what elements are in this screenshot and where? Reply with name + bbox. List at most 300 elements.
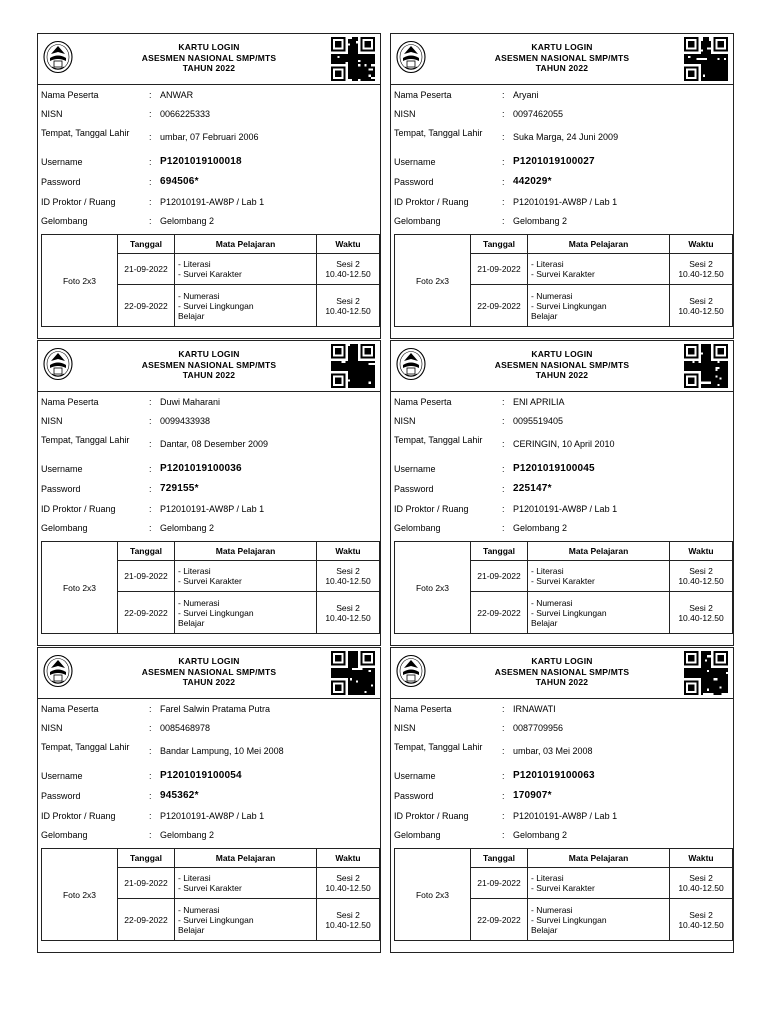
card-title-line: ASESMEN NASIONAL SMP/MTS: [141, 359, 277, 370]
photo-placeholder: Foto 2x3: [395, 542, 471, 634]
info-row-username: [394, 771, 729, 789]
time-line: 10.40-12.50: [325, 576, 371, 586]
time-line: Sesi 2: [689, 295, 713, 306]
time-line: 10.40-12.50: [678, 883, 724, 893]
card-title-line: ASESMEN NASIONAL SMP/MTS: [494, 666, 630, 677]
schedule-subjects: [528, 868, 670, 899]
column-header: Waktu: [317, 849, 380, 868]
field-value-nisn: 0085468978: [160, 723, 211, 733]
info-row-nama: [41, 90, 376, 108]
field-value-gelombang: Gelombang 2: [160, 523, 215, 533]
field-value-nisn: 0087709956: [513, 723, 564, 733]
schedule-date: 21-09-2022: [471, 561, 528, 592]
field-value-gelombang: Gelombang 2: [513, 523, 568, 533]
colon-separator: :: [502, 416, 505, 426]
colon-separator: :: [149, 830, 152, 840]
subject-line: - Survei Lingkungan: [531, 914, 607, 925]
schedule-header-row: [42, 235, 380, 254]
info-row-tempat: [41, 128, 376, 150]
schedule-time: [317, 899, 380, 941]
field-value-nama: ENI APRILIA: [513, 397, 565, 407]
info-row-tempat: [394, 128, 729, 150]
schedule-subjects: [175, 592, 317, 634]
qr-code-icon: [684, 651, 728, 695]
field-value-nama: Farel Salwin Pratama Putra: [160, 704, 271, 714]
field-label-gelombang: Gelombang: [394, 830, 441, 840]
schedule-time: [317, 868, 380, 899]
field-value-username: P1201019100063: [513, 770, 595, 781]
column-header: Waktu: [670, 542, 733, 561]
colon-separator: :: [149, 504, 152, 514]
field-value-password: 442029*: [513, 176, 552, 187]
column-header: Mata Pelajaran: [528, 542, 670, 561]
field-label-password: Password: [394, 484, 434, 494]
info-row-gelombang: [41, 523, 376, 541]
subject-line: - Literasi: [178, 566, 211, 576]
field-value-nama: ANWAR: [160, 90, 194, 100]
time-line: Sesi 2: [689, 873, 713, 883]
schedule-date: 21-09-2022: [118, 254, 175, 285]
schedule-time: [670, 285, 733, 327]
schedule-header-row: [395, 542, 733, 561]
card-header: [38, 648, 380, 699]
schedule-subjects: [175, 899, 317, 941]
field-value-proktor: P12010191-AW8P / Lab 1: [513, 197, 618, 207]
photo-placeholder: Foto 2x3: [42, 542, 118, 634]
subject-line: - Literasi: [178, 259, 211, 269]
qr-code: [684, 37, 728, 81]
field-value-tempat: Dantar, 08 Desember 2009: [160, 439, 269, 449]
colon-separator: :: [502, 746, 505, 756]
card-title-line: ASESMEN NASIONAL SMP/MTS: [141, 52, 277, 63]
info-row-username: [41, 771, 376, 789]
colon-separator: :: [502, 132, 505, 142]
subject-line: - Literasi: [531, 873, 564, 883]
time-line: 10.40-12.50: [325, 919, 371, 930]
time-line: Sesi 2: [336, 602, 360, 613]
column-header: Tanggal: [471, 235, 528, 254]
card-title-line: TAHUN 2022: [182, 370, 236, 380]
card-title: [98, 42, 320, 74]
column-header: Mata Pelajaran: [528, 849, 670, 868]
field-label-username: Username: [41, 771, 83, 781]
subject-line: - Literasi: [531, 566, 564, 576]
info-row-tempat: [41, 742, 376, 764]
field-value-tempat: CERINGIN, 10 April 2010: [513, 439, 615, 449]
time-line: Sesi 2: [689, 566, 713, 576]
schedule-header-row: [42, 542, 380, 561]
field-label-password: Password: [41, 791, 81, 801]
schedule-time: [670, 592, 733, 634]
card-title-line: TAHUN 2022: [182, 677, 236, 687]
subject-line: - Survei Lingkungan: [531, 607, 607, 618]
subject-line: Belajar: [178, 310, 205, 321]
info-row-proktor: [41, 811, 376, 829]
colon-separator: :: [149, 439, 152, 449]
time-line: Sesi 2: [336, 873, 360, 883]
schedule-table: [41, 234, 380, 327]
colon-separator: :: [502, 397, 505, 407]
field-value-password: 945362*: [160, 790, 199, 801]
qr-code: [684, 651, 728, 695]
field-value-gelombang: Gelombang 2: [513, 830, 568, 840]
photo-placeholder: Foto 2x3: [395, 235, 471, 327]
schedule-date: 22-09-2022: [471, 899, 528, 941]
photo-placeholder: Foto 2x3: [42, 235, 118, 327]
colon-separator: :: [502, 90, 505, 100]
schedule-date: 22-09-2022: [118, 592, 175, 634]
colon-separator: :: [149, 464, 152, 474]
field-label-password: Password: [394, 177, 434, 187]
card-title: [451, 349, 673, 381]
subject-line: Belajar: [178, 924, 205, 935]
info-row-password: [394, 791, 729, 809]
card-title-line: ASESMEN NASIONAL SMP/MTS: [494, 52, 630, 63]
subject-line: Belajar: [178, 617, 205, 628]
schedule-subjects: [528, 254, 670, 285]
info-row-username: [394, 157, 729, 175]
logo: [396, 40, 426, 74]
schedule-time: [317, 561, 380, 592]
field-label-proktor: ID Proktor / Ruang: [394, 504, 469, 514]
colon-separator: :: [502, 464, 505, 474]
qr-code-icon: [331, 651, 375, 695]
photo-placeholder: Foto 2x3: [42, 849, 118, 941]
time-line: Sesi 2: [689, 909, 713, 920]
column-header: Mata Pelajaran: [175, 542, 317, 561]
colon-separator: :: [502, 771, 505, 781]
column-header: Mata Pelajaran: [175, 235, 317, 254]
field-label-nama: Nama Peserta: [41, 397, 99, 407]
colon-separator: :: [149, 132, 152, 142]
time-line: 10.40-12.50: [678, 305, 724, 316]
time-line: Sesi 2: [336, 295, 360, 306]
colon-separator: :: [149, 811, 152, 821]
subject-line: - Survei Lingkungan: [531, 300, 607, 311]
schedule-time: [670, 899, 733, 941]
card-title-line: TAHUN 2022: [182, 63, 236, 73]
card-title-line: KARTU LOGIN: [531, 42, 593, 52]
field-label-tempat: Tempat, Tanggal Lahir: [41, 435, 130, 445]
column-header: Tanggal: [471, 542, 528, 561]
field-label-nisn: NISN: [394, 416, 416, 426]
schedule-subjects: [175, 285, 317, 327]
schedule-header-row: [395, 235, 733, 254]
qr-code: [331, 344, 375, 388]
login-card: [390, 33, 734, 339]
colon-separator: :: [149, 791, 152, 801]
info-row-nama: [394, 90, 729, 108]
time-line: 10.40-12.50: [678, 919, 724, 930]
field-label-nisn: NISN: [41, 109, 63, 119]
info-row-nama: [394, 704, 729, 722]
field-label-tempat: Tempat, Tanggal Lahir: [394, 128, 483, 138]
subject-line: - Numerasi: [178, 597, 220, 608]
field-value-tempat: umbar, 07 Februari 2006: [160, 132, 259, 142]
schedule-table: [394, 541, 733, 634]
field-label-nisn: NISN: [41, 723, 63, 733]
field-label-username: Username: [41, 157, 83, 167]
field-label-proktor: ID Proktor / Ruang: [41, 811, 116, 821]
subject-line: - Numerasi: [178, 904, 220, 915]
column-header: Tanggal: [118, 849, 175, 868]
schedule-subjects: [528, 285, 670, 327]
info-row-password: [41, 177, 376, 195]
schedule-table: [41, 541, 380, 634]
schedule-date: 21-09-2022: [471, 868, 528, 899]
field-label-nisn: NISN: [394, 109, 416, 119]
subject-line: - Survei Lingkungan: [178, 300, 254, 311]
colon-separator: :: [149, 484, 152, 494]
colon-separator: :: [149, 197, 152, 207]
column-header: Waktu: [317, 235, 380, 254]
schedule-date: 22-09-2022: [471, 285, 528, 327]
card-title: [451, 656, 673, 688]
info-row-gelombang: [41, 216, 376, 234]
schedule-time: [670, 561, 733, 592]
colon-separator: :: [502, 439, 505, 449]
field-value-nisn: 0097462055: [513, 109, 564, 119]
field-label-nama: Nama Peserta: [394, 704, 452, 714]
subject-line: - Survei Karakter: [531, 269, 595, 279]
info-row-gelombang: [394, 523, 729, 541]
time-line: Sesi 2: [689, 602, 713, 613]
schedule-date: 21-09-2022: [118, 561, 175, 592]
column-header: Waktu: [317, 542, 380, 561]
colon-separator: :: [502, 216, 505, 226]
info-row-tempat: [41, 435, 376, 457]
card-title: [98, 349, 320, 381]
field-value-password: 170907*: [513, 790, 552, 801]
qr-code-icon: [684, 344, 728, 388]
photo-placeholder: Foto 2x3: [395, 849, 471, 941]
schedule-date: 22-09-2022: [118, 899, 175, 941]
schedule-date: 21-09-2022: [118, 868, 175, 899]
field-value-nisn: 0066225333: [160, 109, 211, 119]
time-line: 10.40-12.50: [678, 612, 724, 623]
subject-line: - Survei Lingkungan: [178, 914, 254, 925]
field-label-password: Password: [394, 791, 434, 801]
info-row-nisn: [394, 723, 729, 741]
schedule-subjects: [528, 561, 670, 592]
info-row-username: [394, 464, 729, 482]
field-label-gelombang: Gelombang: [41, 830, 88, 840]
subject-line: - Numerasi: [531, 597, 573, 608]
field-label-password: Password: [41, 484, 81, 494]
time-line: Sesi 2: [336, 566, 360, 576]
colon-separator: :: [149, 397, 152, 407]
qr-code: [331, 37, 375, 81]
colon-separator: :: [149, 157, 152, 167]
schedule-date: 21-09-2022: [471, 254, 528, 285]
card-title-line: TAHUN 2022: [535, 677, 589, 687]
tut-wuri-handayani-logo-icon: [43, 654, 73, 688]
subject-line: - Survei Karakter: [178, 883, 242, 893]
schedule-time: [317, 592, 380, 634]
field-value-username: P1201019100045: [513, 463, 595, 474]
info-row-nama: [394, 397, 729, 415]
field-label-username: Username: [394, 464, 436, 474]
column-header: Waktu: [670, 235, 733, 254]
field-value-proktor: P12010191-AW8P / Lab 1: [513, 811, 618, 821]
time-line: Sesi 2: [689, 259, 713, 269]
logo: [396, 654, 426, 688]
subject-line: Belajar: [531, 310, 558, 321]
card-title-line: KARTU LOGIN: [531, 349, 593, 359]
field-value-proktor: P12010191-AW8P / Lab 1: [513, 504, 618, 514]
field-value-username: P1201019100027: [513, 156, 595, 167]
qr-code: [331, 651, 375, 695]
field-value-nama: IRNAWATI: [513, 704, 556, 714]
info-row-tempat: [394, 742, 729, 764]
colon-separator: :: [149, 723, 152, 733]
card-title-line: ASESMEN NASIONAL SMP/MTS: [494, 359, 630, 370]
colon-separator: :: [149, 771, 152, 781]
colon-separator: :: [502, 791, 505, 801]
field-value-username: P1201019100018: [160, 156, 242, 167]
info-row-nisn: [41, 109, 376, 127]
info-row-proktor: [394, 811, 729, 829]
info-row-proktor: [394, 197, 729, 215]
field-label-nama: Nama Peserta: [41, 90, 99, 100]
subject-line: - Survei Lingkungan: [178, 607, 254, 618]
login-card: [390, 340, 734, 646]
colon-separator: :: [502, 811, 505, 821]
time-line: Sesi 2: [336, 909, 360, 920]
card-header: [38, 341, 380, 392]
logo: [396, 347, 426, 381]
schedule-subjects: [175, 868, 317, 899]
field-value-password: 694506*: [160, 176, 199, 187]
qr-code-icon: [331, 37, 375, 81]
schedule-header-row: [42, 849, 380, 868]
schedule-time: [317, 254, 380, 285]
colon-separator: :: [149, 177, 152, 187]
field-label-proktor: ID Proktor / Ruang: [41, 504, 116, 514]
schedule-subjects: [528, 592, 670, 634]
field-label-username: Username: [394, 157, 436, 167]
colon-separator: :: [149, 746, 152, 756]
field-label-nama: Nama Peserta: [41, 704, 99, 714]
field-label-username: Username: [394, 771, 436, 781]
info-row-nama: [41, 397, 376, 415]
card-title-line: ASESMEN NASIONAL SMP/MTS: [141, 666, 277, 677]
logo: [43, 347, 73, 381]
time-line: 10.40-12.50: [325, 883, 371, 893]
field-value-proktor: P12010191-AW8P / Lab 1: [160, 811, 265, 821]
info-row-nama: [41, 704, 376, 722]
qr-code-icon: [331, 344, 375, 388]
field-label-nama: Nama Peserta: [394, 90, 452, 100]
schedule-subjects: [175, 254, 317, 285]
card-title-line: KARTU LOGIN: [531, 656, 593, 666]
field-value-username: P1201019100036: [160, 463, 242, 474]
colon-separator: :: [502, 157, 505, 167]
info-row-gelombang: [394, 830, 729, 848]
info-row-password: [394, 177, 729, 195]
schedule-table: [394, 848, 733, 941]
field-label-proktor: ID Proktor / Ruang: [394, 811, 469, 821]
field-label-gelombang: Gelombang: [41, 523, 88, 533]
field-value-nama: Aryani: [513, 90, 539, 100]
subject-line: - Literasi: [531, 259, 564, 269]
colon-separator: :: [502, 830, 505, 840]
time-line: 10.40-12.50: [678, 576, 724, 586]
colon-separator: :: [149, 416, 152, 426]
field-label-tempat: Tempat, Tanggal Lahir: [41, 128, 130, 138]
schedule-subjects: [175, 561, 317, 592]
field-value-username: P1201019100054: [160, 770, 242, 781]
colon-separator: :: [502, 704, 505, 714]
schedule-date: 22-09-2022: [471, 592, 528, 634]
field-value-password: 225147*: [513, 483, 552, 494]
card-header: [391, 341, 733, 392]
colon-separator: :: [502, 197, 505, 207]
qr-code: [684, 344, 728, 388]
subject-line: - Survei Karakter: [178, 269, 242, 279]
login-card: [37, 340, 381, 646]
schedule-date: 22-09-2022: [118, 285, 175, 327]
info-row-gelombang: [41, 830, 376, 848]
tut-wuri-handayani-logo-icon: [396, 654, 426, 688]
info-row-nisn: [41, 723, 376, 741]
field-value-gelombang: Gelombang 2: [160, 216, 215, 226]
card-title: [98, 656, 320, 688]
time-line: 10.40-12.50: [678, 269, 724, 279]
qr-code-icon: [684, 37, 728, 81]
field-value-gelombang: Gelombang 2: [160, 830, 215, 840]
info-row-username: [41, 464, 376, 482]
info-row-tempat: [394, 435, 729, 457]
login-card: [37, 33, 381, 339]
tut-wuri-handayani-logo-icon: [396, 347, 426, 381]
info-row-proktor: [394, 504, 729, 522]
subject-line: - Numerasi: [531, 290, 573, 301]
schedule-subjects: [528, 899, 670, 941]
info-row-password: [41, 484, 376, 502]
card-title-line: TAHUN 2022: [535, 370, 589, 380]
field-label-gelombang: Gelombang: [41, 216, 88, 226]
colon-separator: :: [502, 504, 505, 514]
subject-line: - Numerasi: [531, 904, 573, 915]
time-line: 10.40-12.50: [325, 269, 371, 279]
schedule-table: [394, 234, 733, 327]
field-label-nisn: NISN: [41, 416, 63, 426]
colon-separator: :: [149, 216, 152, 226]
colon-separator: :: [149, 704, 152, 714]
login-card: [390, 647, 734, 953]
field-label-tempat: Tempat, Tanggal Lahir: [394, 435, 483, 445]
field-value-tempat: Suka Marga, 24 Juni 2009: [513, 132, 619, 142]
tut-wuri-handayani-logo-icon: [396, 40, 426, 74]
schedule-header-row: [395, 849, 733, 868]
field-label-proktor: ID Proktor / Ruang: [394, 197, 469, 207]
card-title-line: TAHUN 2022: [535, 63, 589, 73]
tut-wuri-handayani-logo-icon: [43, 40, 73, 74]
logo: [43, 40, 73, 74]
subject-line: Belajar: [531, 924, 558, 935]
schedule-table: [41, 848, 380, 941]
schedule-time: [670, 254, 733, 285]
schedule-time: [317, 285, 380, 327]
field-value-tempat: Bandar Lampung, 10 Mei 2008: [160, 746, 284, 756]
info-row-gelombang: [394, 216, 729, 234]
info-row-proktor: [41, 504, 376, 522]
info-row-nisn: [394, 109, 729, 127]
subject-line: - Survei Karakter: [531, 576, 595, 586]
column-header: Tanggal: [118, 235, 175, 254]
colon-separator: :: [502, 109, 505, 119]
